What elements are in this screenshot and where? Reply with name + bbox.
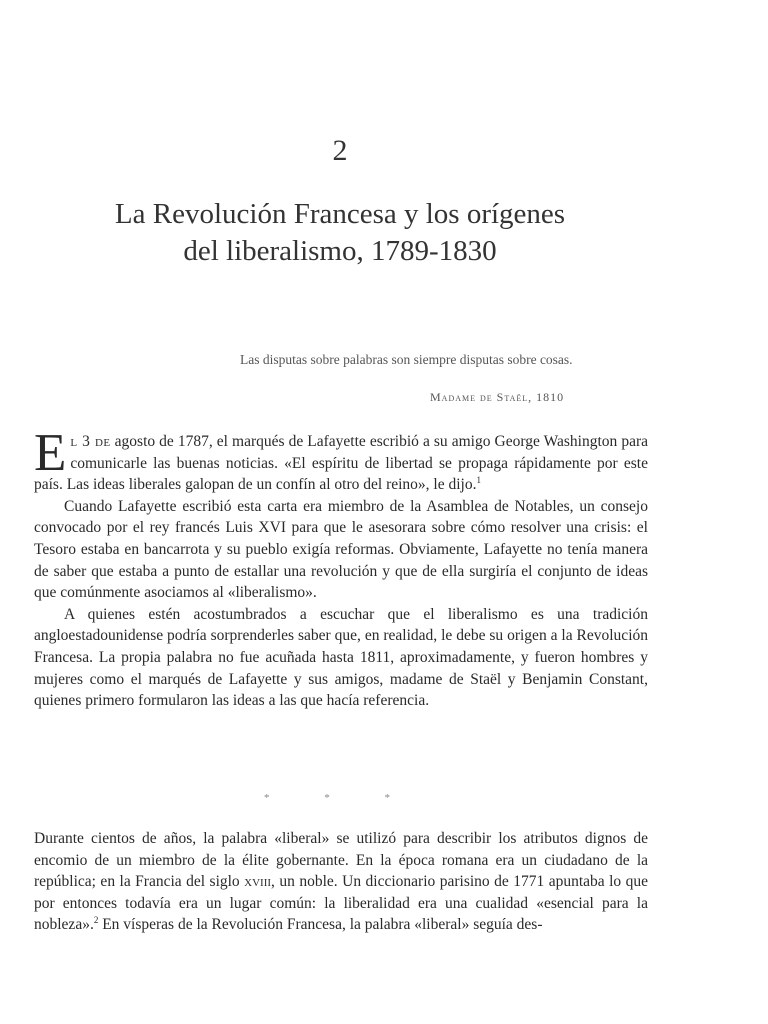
chapter-number: 2 — [332, 134, 348, 167]
chapter-title-line-2: del liberalismo, 1789-1830 — [183, 235, 497, 267]
epigraph-source: Madame de Staël, 1810 — [430, 390, 565, 404]
paragraph-3: A quienes estén acostumbrados a escuchar que el liberalismo es una tradición angloestadounidense podría sorprenderles saber que, en realidad, le debe su origen a la Revolución Francesa. La propia palabra no fue acuñada hasta 1811, aproximadamente, y fueron hombres y mujeres como el marqués de Lafayette y sus amigos, madame de Staël y Benjamin Constant, quienes primero formularon las ideas a las que hacía referencia. — [34, 605, 648, 710]
lead-in: l 3 de — [70, 433, 111, 450]
epigraph-quote: Las disputas sobre palabras son siempre disputas sobre cosas. — [240, 352, 573, 367]
century-numeral: xviii — [244, 873, 272, 891]
paragraph-4-text-b: , un noble. Un diccionario parisino de 1771 apuntaba lo que por entonces todavía era un lugar común: la liberalidad era una cualidad «esencial para la nobleza». — [34, 873, 649, 934]
footnote-ref-2: 2 — [93, 915, 99, 926]
paragraph-4-text-c: En vísperas de la Revolución Francesa, la palabra «liberal» seguía des- — [98, 916, 543, 934]
drop-cap: E — [34, 424, 67, 482]
section-1 — [34, 424, 648, 712]
footnote-ref-1: 1 — [476, 475, 481, 486]
paragraph-4-text-a: Durante cientos de años, la palabra «liberal» se utilizó para describir los atributos dignos de encomio de un miembro de la élite gobernante. En la época romana era un ciudadano de la república; en la Francia del siglo — [34, 830, 648, 891]
section-separator: * * * — [264, 792, 416, 804]
chapter-title-line-1: La Revolución Francesa y los orígenes — [114, 198, 566, 230]
section-2 — [34, 828, 648, 936]
paragraph-1-text: agosto de 1787, el marqués de Lafayette escribió a su amigo George Washington para comunicarle las buenas noticias. «El espíritu de libertad se propaga rápidamente por este país. Las ideas liberales galopan de un confín al otro del reino», le dijo. — [34, 433, 648, 494]
paragraph-1 — [34, 424, 648, 496]
paragraph-4 — [34, 828, 648, 936]
paragraph-2: Cuando Lafayette escribió esta carta era miembro de la Asamblea de Notables, un consejo convocado por el rey francés Luis XVI para que le asesorara sobre cómo resolver una crisis: el Tesoro estaba en bancarrota y su pueblo exigía reformas. Obviamente, Lafayette no tenía manera de saber que estaba a punto de estallar una revolución y que de ella surgiría el conjunto de ideas que comúnmente asociamos al «liberalismo». — [34, 497, 648, 602]
chapter-title — [40, 196, 640, 270]
